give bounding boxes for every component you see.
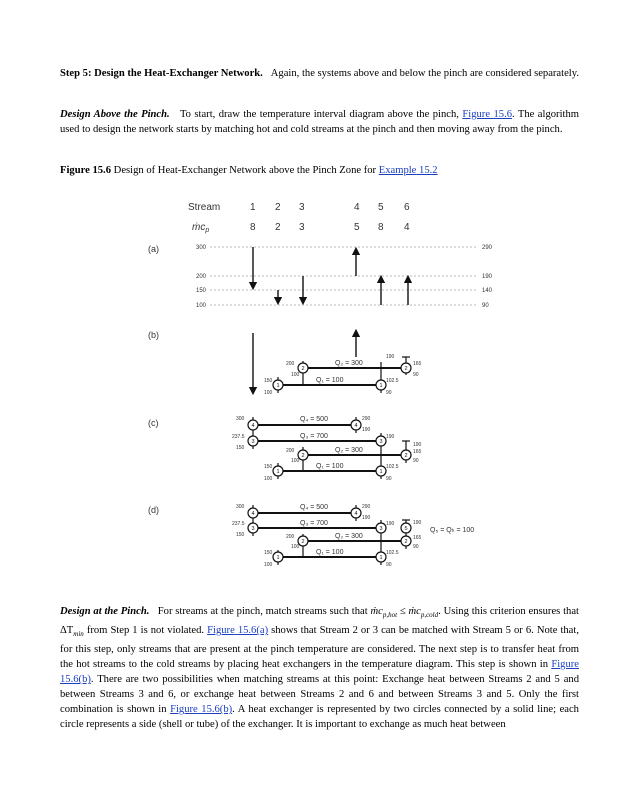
paragraph-design-above-pinch <box>60 107 579 137</box>
b-t102: 102.5 <box>386 378 399 384</box>
mcp-label-sub: p <box>205 227 210 234</box>
d-ex4-hot: 4 <box>251 511 255 517</box>
cp-hot-symbol: ṁc <box>370 606 383 617</box>
example-link-word: Example <box>378 165 417 176</box>
b-t90b: 90 <box>386 390 392 396</box>
link-b-word: Figure <box>551 659 579 671</box>
heat-exchanger-figure <box>148 195 550 590</box>
b-exchanger-2-hot: 2 <box>301 366 305 372</box>
stream-5-number: 5 <box>378 202 384 213</box>
example-link[interactable] <box>379 165 438 176</box>
panel-c-label: (c) <box>148 418 159 428</box>
stream-2-number: 2 <box>275 202 281 213</box>
stream-6-mcp: 4 <box>404 222 410 233</box>
mcp-label-main: ṁc <box>192 222 206 233</box>
a-temp-190: 190 <box>482 274 493 280</box>
at-pinch-text-4: shows that Stream 2 or 3 can be matched with Stream 5 or 6. Note that, for this step, only streams that are present at the pinch temperature are considered. The next step is to transfer heat from the hot streams to the cold streams by placing heat exchangers in the temperature diagram. This step is shown in <box>60 625 579 671</box>
at-pinch-text-2: . Using this criterion ensures that ΔT <box>60 606 579 637</box>
c-t90a: 90 <box>413 458 419 464</box>
c-t290: 290 <box>362 416 371 422</box>
a-temp-290: 290 <box>482 245 493 251</box>
cp-cold-symbol: ṁc <box>408 606 421 617</box>
link-c-word: Figure <box>170 704 198 716</box>
above-pinch-text-1: To start, draw the temperature interval diagram above the pinch, <box>179 109 459 120</box>
figure-caption <box>60 163 579 178</box>
stream-5-mcp: 8 <box>378 222 384 233</box>
figure-caption-text: Design of Heat-Exchanger Network above the Pinch Zone for <box>113 165 377 176</box>
d-ex5-heater: 5 <box>404 526 408 532</box>
above-pinch-text-2: . The algorithm used to design the network starts by matching hot and cold streams at the pinch and then moving away from the pinch. <box>60 109 579 135</box>
d-t102: 102.5 <box>386 550 399 556</box>
c-t102: 102.5 <box>386 464 399 470</box>
b-exchanger-2-cold: 2 <box>404 366 408 372</box>
b-q2-label: Q₂ = 300 <box>335 360 363 367</box>
c-q2-label: Q₂ = 300 <box>335 447 363 454</box>
d-q4-label: Q₄ = 500 <box>300 504 328 511</box>
a-temp-200: 200 <box>196 274 207 280</box>
paragraph-design-at-pinch <box>60 604 579 732</box>
d-ex1-cold: 1 <box>379 555 383 561</box>
b-t190: 190 <box>386 354 395 360</box>
le-symbol: ≤ <box>399 606 406 617</box>
figure-link-word: Figure <box>462 109 491 120</box>
d-t290: 290 <box>362 504 371 510</box>
c-t90b: 90 <box>386 476 392 482</box>
c-t190a: 190 <box>362 427 371 433</box>
d-t100b: 100 <box>264 562 273 568</box>
b-t100b: 100 <box>264 390 273 396</box>
link-a-word: Figure <box>207 625 235 637</box>
step5-text: Again, the systems above and below the pinch are considered separately. <box>270 68 579 79</box>
d-t90b: 90 <box>386 562 392 568</box>
d-q3-label: Q₃ = 700 <box>300 520 328 527</box>
a-temp-150: 150 <box>196 288 207 294</box>
c-t100a: 100 <box>291 458 300 464</box>
c-t150a: 150 <box>236 445 245 451</box>
link-c-number: 15.6(b) <box>201 704 233 716</box>
stream-1-mcp: 8 <box>250 222 256 233</box>
stream-1-number: 1 <box>250 202 256 213</box>
a-interval-lines <box>210 247 478 305</box>
cp-hot-subscript: p,hot <box>382 611 398 620</box>
at-pinch-text-6: . A heat exchanger is represented by two circles connected by a solid line; each circle represents a side (shell or tube) of the exchanger. It is important to exchange as much heat between <box>60 704 579 731</box>
at-pinch-text-1: For streams at the pinch, match streams such that <box>157 606 368 617</box>
d-ex3-cold: 3 <box>379 526 383 532</box>
d-t100a: 100 <box>291 544 300 550</box>
b-t150: 150 <box>264 378 273 384</box>
paragraph-step5 <box>60 66 579 81</box>
c-ex1-hot: 1 <box>276 469 280 475</box>
d-ex2-hot: 2 <box>301 539 305 545</box>
panel-a-label: (a) <box>148 244 159 254</box>
stream-6-number: 6 <box>404 202 410 213</box>
stream-2-mcp: 2 <box>275 222 281 233</box>
d-t190c: 190 <box>413 520 422 526</box>
d-t150a: 150 <box>236 532 245 538</box>
c-q1-label: Q₁ = 100 <box>316 463 344 470</box>
figure-15-6b-link-2[interactable] <box>170 704 232 715</box>
stream-3-mcp: 3 <box>299 222 305 233</box>
c-q4-label: Q₄ = 500 <box>300 416 328 423</box>
stream-4-number: 4 <box>354 202 360 213</box>
at-pinch-text-5: . There are two possibilities when matching streams at this point: Exchange heat between Streams 2 and 5 and between Streams 3 and 6, or exchange heat between Streams 2 and 6 and between Streams 3 and 5. Only the first combination is shown in <box>60 674 579 716</box>
c-t237: 237.5 <box>232 434 245 440</box>
a-temp-100: 100 <box>196 303 207 309</box>
c-t150b: 150 <box>264 464 273 470</box>
b-q1-label: Q₁ = 100 <box>316 377 344 384</box>
stream-3-number: 3 <box>299 202 305 213</box>
b-t200: 200 <box>286 361 295 367</box>
c-t100b: 100 <box>264 476 273 482</box>
d-t150b: 150 <box>264 550 273 556</box>
figure-caption-label: Figure 15.6 <box>60 165 112 176</box>
c-ex2-hot: 2 <box>301 453 305 459</box>
step5-heading: Step 5: Design the Heat-Exchanger Network. <box>60 68 263 79</box>
b-exchanger-1-hot: 1 <box>276 383 280 389</box>
link-b-number: 15.6(b) <box>60 674 91 686</box>
d-t300: 300 <box>236 504 245 510</box>
d-ex4-cold: 4 <box>354 511 358 517</box>
at-pinch-text-3: from Step 1 is not violated. <box>86 625 205 637</box>
b-t90a: 90 <box>413 372 419 378</box>
d-q1-label: Q₁ = 100 <box>316 549 344 556</box>
figure-svg <box>148 195 550 590</box>
d-t190a: 190 <box>362 515 371 521</box>
a-temp-90: 90 <box>482 303 489 309</box>
a-temp-300: 300 <box>196 245 207 251</box>
c-t165: 165 <box>413 449 422 455</box>
d-ex1-hot: 1 <box>276 555 280 561</box>
mcp-label <box>192 222 209 234</box>
at-pinch-heading: Design at the Pinch. <box>60 606 150 617</box>
stream-label: Stream <box>188 202 221 213</box>
c-t200: 200 <box>286 448 295 454</box>
c-t190b: 190 <box>386 434 395 440</box>
figure-link-number: 15.6 <box>493 109 513 120</box>
figure-link[interactable] <box>462 109 512 120</box>
example-link-number: 15.2 <box>419 165 438 176</box>
b-exchanger-1-cold: 1 <box>379 383 383 389</box>
above-pinch-heading: Design Above the Pinch. <box>60 109 170 120</box>
link-a-number: 15.6(a) <box>237 625 269 637</box>
cp-cold-subscript: p,cold <box>420 611 439 620</box>
d-t200: 200 <box>286 534 295 540</box>
c-ex1-cold: 1 <box>379 469 383 475</box>
d-q2-label: Q₂ = 300 <box>335 533 363 540</box>
d-t165: 165 <box>413 535 422 541</box>
tmin-subscript: min <box>73 630 84 639</box>
d-t190b: 190 <box>386 521 395 527</box>
c-ex4-cold: 4 <box>354 423 358 429</box>
b-t165: 165 <box>413 361 422 367</box>
b-t100a: 100 <box>291 372 300 378</box>
c-ex4-hot: 4 <box>251 423 255 429</box>
d-t237: 237.5 <box>232 521 245 527</box>
d-ex3-hot: 3 <box>251 526 255 532</box>
figure-15-6a-link[interactable] <box>207 625 268 636</box>
a-temp-140: 140 <box>482 288 493 294</box>
c-ex3-cold: 3 <box>379 439 383 445</box>
d-q5-heater-label: Q₅ = Qₕ = 100 <box>430 527 475 534</box>
stream-4-mcp: 5 <box>354 222 360 233</box>
panel-d-label: (d) <box>148 505 159 515</box>
c-t300: 300 <box>236 416 245 422</box>
c-ex3-hot: 3 <box>251 439 255 445</box>
c-q3-label: Q₃ = 700 <box>300 433 328 440</box>
d-t90a: 90 <box>413 544 419 550</box>
d-ex2-cold: 2 <box>404 539 408 545</box>
c-t190c: 190 <box>413 442 422 448</box>
panel-b-label: (b) <box>148 330 159 340</box>
c-ex2-cold: 2 <box>404 453 408 459</box>
